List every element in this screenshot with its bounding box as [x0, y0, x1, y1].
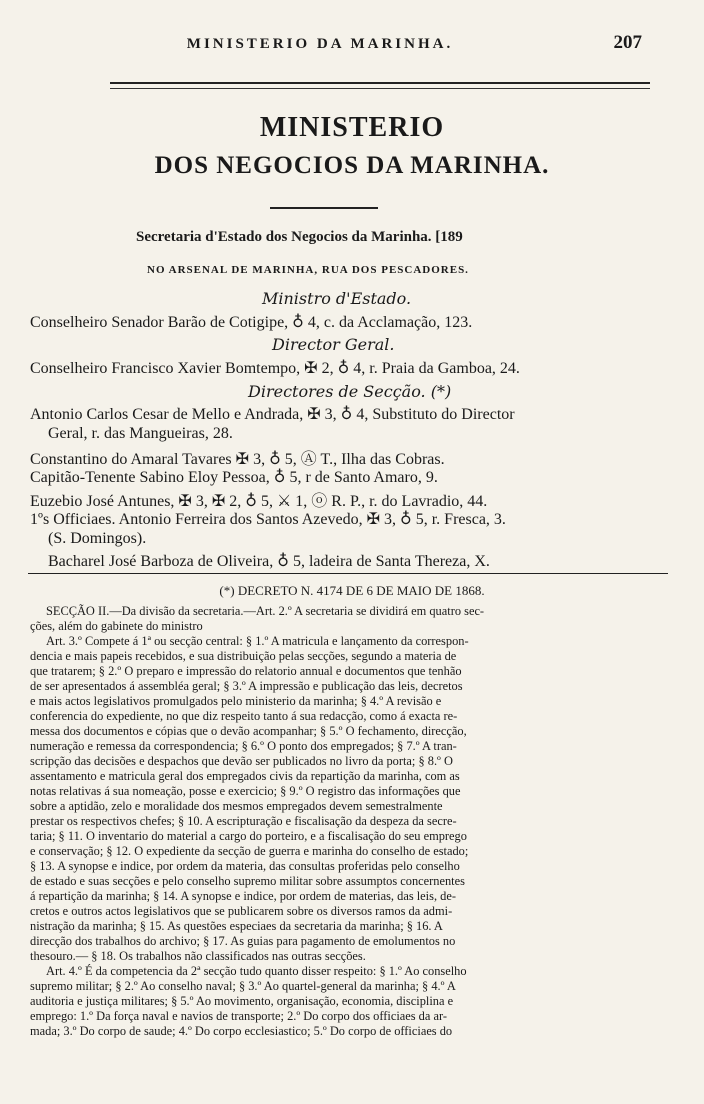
footnote-line: thesouro.— § 18. Os trabalhos não classificados nas outras secções. — [30, 949, 366, 963]
footnote-line: mada; 3.º Do corpo de saude; 4.º Do corpo ecclesiastico; 5.º Do corpo de officiaes do — [30, 1024, 453, 1038]
footnote-line: Art. 4.º É da competencia da 2ª secção tudo quanto disser respeito: § 1.º Ao conselho — [46, 964, 467, 978]
footnote-line: de estado e suas secções e pelo conselho supremo militar sobre assumptos concernentes — [30, 874, 465, 888]
entry-section-director-4: Euzebio José Antunes, ✠ 3, ✠ 2, ♁ 5, ⚔ 1, ⓞ R. P., r. do Lavradio, 44. — [30, 493, 488, 510]
footnote-line: ções, além do gabinete do ministro — [30, 619, 203, 633]
header-rule-top — [110, 82, 650, 84]
footnote-body — [30, 604, 670, 1039]
entry-officer-2: Bacharel José Barboza de Oliveira, ♁ 5, ladeira de Santa Thereza, X. — [48, 553, 490, 570]
footnote-line: sobre a aptidão, zelo e moralidade dos mesmos empregados devem semestralmente — [30, 799, 443, 813]
footnote-line: notas relativas á sua nomeação, posse e exercicio; § 9.º O registro das informações que — [30, 784, 461, 798]
footnote-rule — [28, 573, 668, 574]
entry-director: Conselheiro Francisco Xavier Bomtempo, ✠ 2, ♁ 4, r. Praia da Gamboa, 24. — [30, 360, 520, 377]
section-heading: Secretaria d'Estado dos Negocios da Marinha. [189 — [136, 229, 463, 245]
footnote-line: messa dos documentos e cópias que o devão acompanhar; § 5.º O fechamento, direcção, — [30, 724, 467, 738]
footnote-line: nistração da marinha; § 15. As questões especiaes da secretaria da marinha; § 16. A — [30, 919, 443, 933]
entry-section-director-1-cont: Geral, r. das Mangueiras, 28. — [48, 425, 233, 442]
footnote-line: taria; § 11. O inventario do material a cargo do porteiro, e a fiscalisação do seu emprego — [30, 829, 467, 843]
page-number: 207 — [613, 32, 642, 53]
footnote-line: Art. 3.º Compete á 1ª ou secção central: § 1.º A matricula e lançamento da correspon- — [46, 634, 469, 648]
footnote-line: de ser apresentados á assembléa geral; § 3.º A impressão e publicação das leis, decretos — [30, 679, 463, 693]
running-title: MINISTERIO DA MARINHA. — [186, 36, 454, 52]
entry-officer-1-cont: (S. Domingos). — [48, 530, 147, 547]
entry-section-director-1: Antonio Carlos Cesar de Mello e Andrada, ✠ 3, ♁ 4, Substituto do Director — [30, 406, 515, 423]
footnote-title: (*) DECRETO N. 4174 DE 6 DE MAIO DE 1868. — [219, 583, 485, 598]
footnote-line: á repartição da marinha; § 14. A synopse e indice, por ordem de materias, das leis, de- — [30, 889, 456, 903]
footnote-line: § 13. A synopse e indice, por ordem da materia, das consultas proferidas pelo conselho — [30, 859, 460, 873]
footnote-line: assentamento e matricula geral dos empregados civis da repartição da marinha, com as — [30, 769, 460, 783]
footnote-line: e conservação; § 12. O expediente da secção de guerra e marinha do conselho de estado; — [30, 844, 469, 858]
footnote-line: que tratarem; § 2.º O preparo e impressão do relatorio annual e documentos que tenhão — [30, 664, 462, 678]
role-section-directors: Directores de Secção. (*) — [248, 382, 452, 401]
role-minister: Ministro d'Estado. — [262, 289, 412, 308]
title-divider — [270, 207, 378, 209]
entry-section-director-2: Constantino do Amaral Tavares ✠ 3, ♁ 5, Ⓐ T., Ilha das Cobras. — [30, 451, 445, 468]
footnote-line: e mais actos legislativos promulgados pelo ministerio da marinha; § 4.º A revisão e — [30, 694, 442, 708]
role-director: Director Geral. — [272, 335, 395, 354]
header-rule-bottom — [110, 88, 650, 89]
footnote-line: prestar os respectivos chefes; § 10. A escripturação e fiscalisação da despeza da secre- — [30, 814, 457, 828]
chapter-title: MINISTERIO — [259, 112, 445, 143]
chapter-subtitle: DOS NEGOCIOS DA MARINHA. — [154, 152, 550, 179]
footnote-line: auditoria e justiça militares; § 5.º Ao movimento, organisação, economia, disciplina e — [30, 994, 454, 1008]
footnote-line: scripção das decisões e despachos que devão ser publicados no livro da porta; § 8.º O — [30, 754, 453, 768]
entry-minister: Conselheiro Senador Barão de Cotigipe, ♁ 4, c. da Acclamação, 123. — [30, 314, 473, 331]
footnote-line: dencia e mais papeis recebidos, e sua distribuição pelas secções, segundo a materia de — [30, 649, 457, 663]
entry-officer-1: 1ºs Officiaes. Antonio Ferreira dos Santos Azevedo, ✠ 3, ♁ 5, r. Fresca, 3. — [30, 511, 506, 528]
footnote-line: cretos e outros actos legislativos que se publicarem sobre os diversos ramos da admi- — [30, 904, 453, 918]
footnote-line: emprego: 1.º Da força naval e navios de transporte; 2.º Do corpo dos officiaes da ar- — [30, 1009, 447, 1023]
footnote-line: SECÇÃO II.—Da divisão da secretaria.—Art. 2.º A secretaria se dividirá em quatro sec- — [46, 604, 485, 618]
footnote-line: numeração e remessa da correspondencia; § 6.º O ponto dos empregados; § 7.º A tran- — [30, 739, 457, 753]
entry-section-director-3: Capitão-Tenente Sabino Eloy Pessoa, ♁ 5, r de Santo Amaro, 9. — [30, 469, 438, 486]
footnote-line: conferencia do expediente, no que diz respeito tanto á sua redacção, como á exacta re- — [30, 709, 458, 723]
section-address: NO ARSENAL DE MARINHA, RUA DOS PESCADORES. — [147, 264, 469, 276]
footnote-line: direcção dos trabalhos do archivo; § 17. As guias para pagamento de emolumentos no — [30, 934, 456, 948]
footnote-line: supremo militar; § 2.º Ao conselho naval; § 3.º Ao quartel-general da marinha; § 4.º A — [30, 979, 456, 993]
